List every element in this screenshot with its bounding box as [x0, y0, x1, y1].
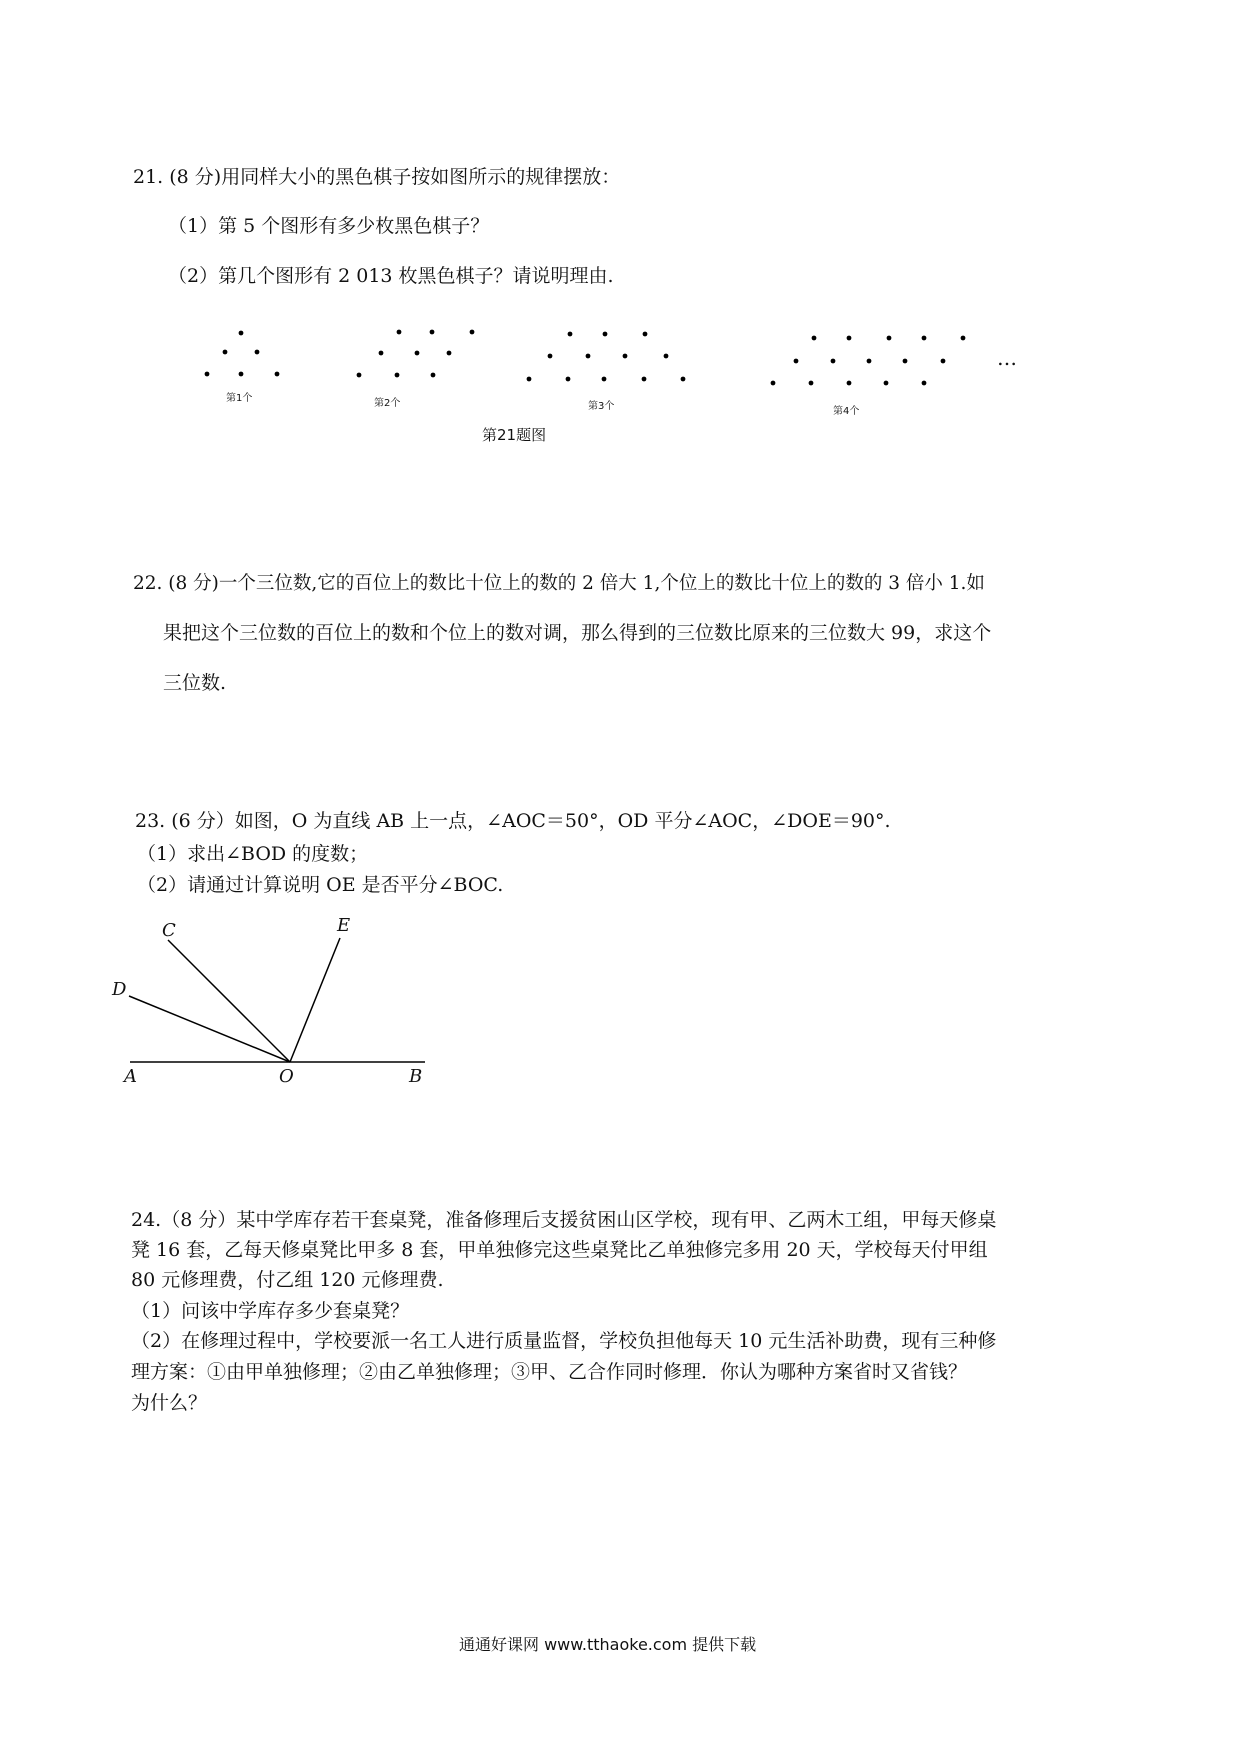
- point-label-D: D: [112, 979, 127, 1000]
- fig-label-4: 第4个: [833, 406, 860, 417]
- q22-line3: 三位数.: [163, 672, 227, 694]
- ray-OC: [168, 940, 290, 1062]
- q22-line2: 果把这个三位数的百位上的数和个位上的数对调，那么得到的三位数比原来的三位数大 99，求这个: [163, 622, 992, 644]
- q24-line3: 80 元修理费，付乙组 120 元修理费.: [131, 1269, 444, 1291]
- q24-line1: 24.（8 分）某中学库存若干套桌凳，准备修理后支援贫困山区学校，现有甲、乙两木工组，甲每天修桌: [131, 1209, 997, 1231]
- q24-line2: 凳 16 套，乙每天修桌凳比甲多 8 套，甲单独修完这些桌凳比乙单独修完多用 20 天，学校每天付甲组: [131, 1239, 988, 1261]
- fig-label-2: 第2个: [374, 398, 401, 409]
- q21-title: 21. (8 分)用同样大小的黑色棋子按如图所示的规律摆放：: [133, 166, 621, 188]
- point-label-B: B: [409, 1066, 423, 1087]
- q23-line2: （1）求出∠BOD 的度数；: [137, 843, 369, 865]
- q24-line4: （1）问该中学库存多少套桌凳？: [131, 1300, 410, 1322]
- fig-label-3: 第3个: [588, 401, 615, 412]
- q23-line3: （2）请通过计算说明 OE 是否平分∠BOC.: [137, 874, 504, 896]
- page-footer: 通通好课网 www.tthaoke.com 提供下载: [459, 1635, 757, 1654]
- point-label-E: E: [337, 915, 351, 936]
- ray-OD: [129, 996, 290, 1062]
- q21-figure-caption: 第21题图: [482, 426, 547, 444]
- point-label-C: C: [162, 920, 176, 941]
- fig-label-1: 第1个: [226, 393, 253, 404]
- q24-line6: 理方案：①由甲单独修理；②由乙单独修理；③甲、乙合作同时修理．你认为哪种方案省时又省钱？: [131, 1361, 968, 1383]
- q24-line7: 为什么？: [131, 1392, 208, 1414]
- q24-line5: （2）在修理过程中，学校要派一名工人进行质量监督，学校负担他每天 10 元生活补助费，现有三种修: [131, 1330, 997, 1352]
- q21-sub2: （2）第几个图形有 2 013 枚黑色棋子？请说明理由.: [168, 265, 614, 287]
- q22-line1: 22. (8 分)一个三位数,它的百位上的数比十位上的数的 2 倍大 1,个位上的数比十位上的数的 3 倍小 1.如: [133, 573, 985, 594]
- point-label-A: A: [124, 1066, 137, 1087]
- ray-OE: [290, 938, 340, 1062]
- q21-sub1: （1）第 5 个图形有多少枚黑色棋子？: [168, 215, 490, 237]
- fig-ellipsis: …: [997, 346, 1017, 370]
- point-label-O: O: [279, 1066, 294, 1087]
- q23-line1: 23. (6 分）如图，O 为直线 AB 上一点，∠AOC＝50°，OD 平分∠AOC，∠DOE＝90°.: [135, 810, 891, 832]
